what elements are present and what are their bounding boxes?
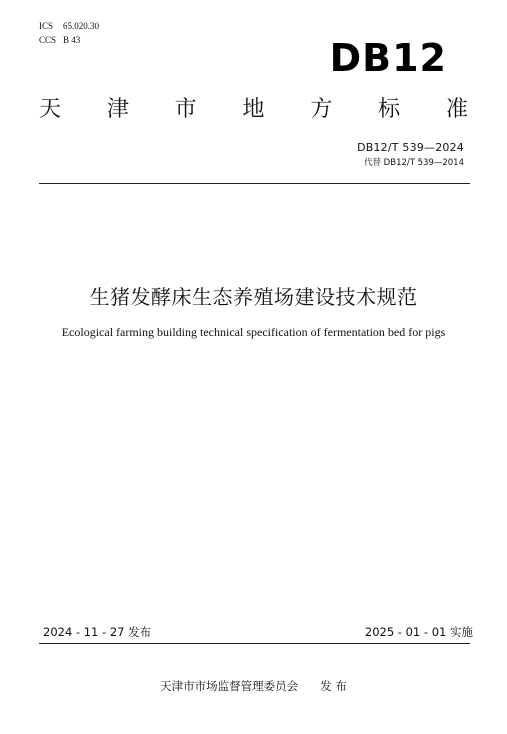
ccs-value: B 43: [63, 35, 81, 45]
ccs-label: CCS: [39, 35, 57, 45]
db12-logo: DB12: [329, 36, 447, 80]
implement-date: 2025 - 01 - 01 实施: [364, 625, 473, 639]
standard-type-char: 方: [310, 97, 333, 122]
ccs-code-line: [39, 33, 99, 47]
standard-number-block: [357, 140, 464, 170]
ics-label: ICS: [39, 21, 54, 31]
title-chinese: 生猪发酵床生态养殖场建设技术规范: [89, 285, 418, 309]
title-english: Ecological farming building technical specification of fermentation bed for pigs: [61, 325, 446, 339]
issuer-name: 天津市市场监督管理委员会: [160, 679, 299, 693]
issuer-action: 发 布: [320, 679, 347, 693]
ics-code-line: [39, 19, 99, 33]
date-row: [43, 624, 473, 640]
standard-number: DB12/T 539—2024: [357, 141, 464, 154]
standard-type-char: 地: [242, 97, 265, 122]
standard-type-char: 天: [39, 97, 62, 122]
standard-type-char: 津: [106, 97, 129, 122]
top-divider: [39, 183, 470, 184]
ics-value: 65.020.30: [63, 21, 99, 31]
bottom-divider: [39, 643, 470, 644]
standard-type-char: 市: [174, 97, 197, 122]
publish-date: 2024 - 11 - 27 发布: [43, 625, 152, 639]
classification-codes: [39, 19, 99, 47]
standard-type-heading: [0, 92, 507, 128]
standard-type-char: 准: [445, 97, 468, 122]
issuer-line: [0, 677, 507, 695]
standard-type-char: 标: [378, 97, 401, 122]
replaces-note: 代替 DB12/T 539—2014: [363, 158, 464, 168]
